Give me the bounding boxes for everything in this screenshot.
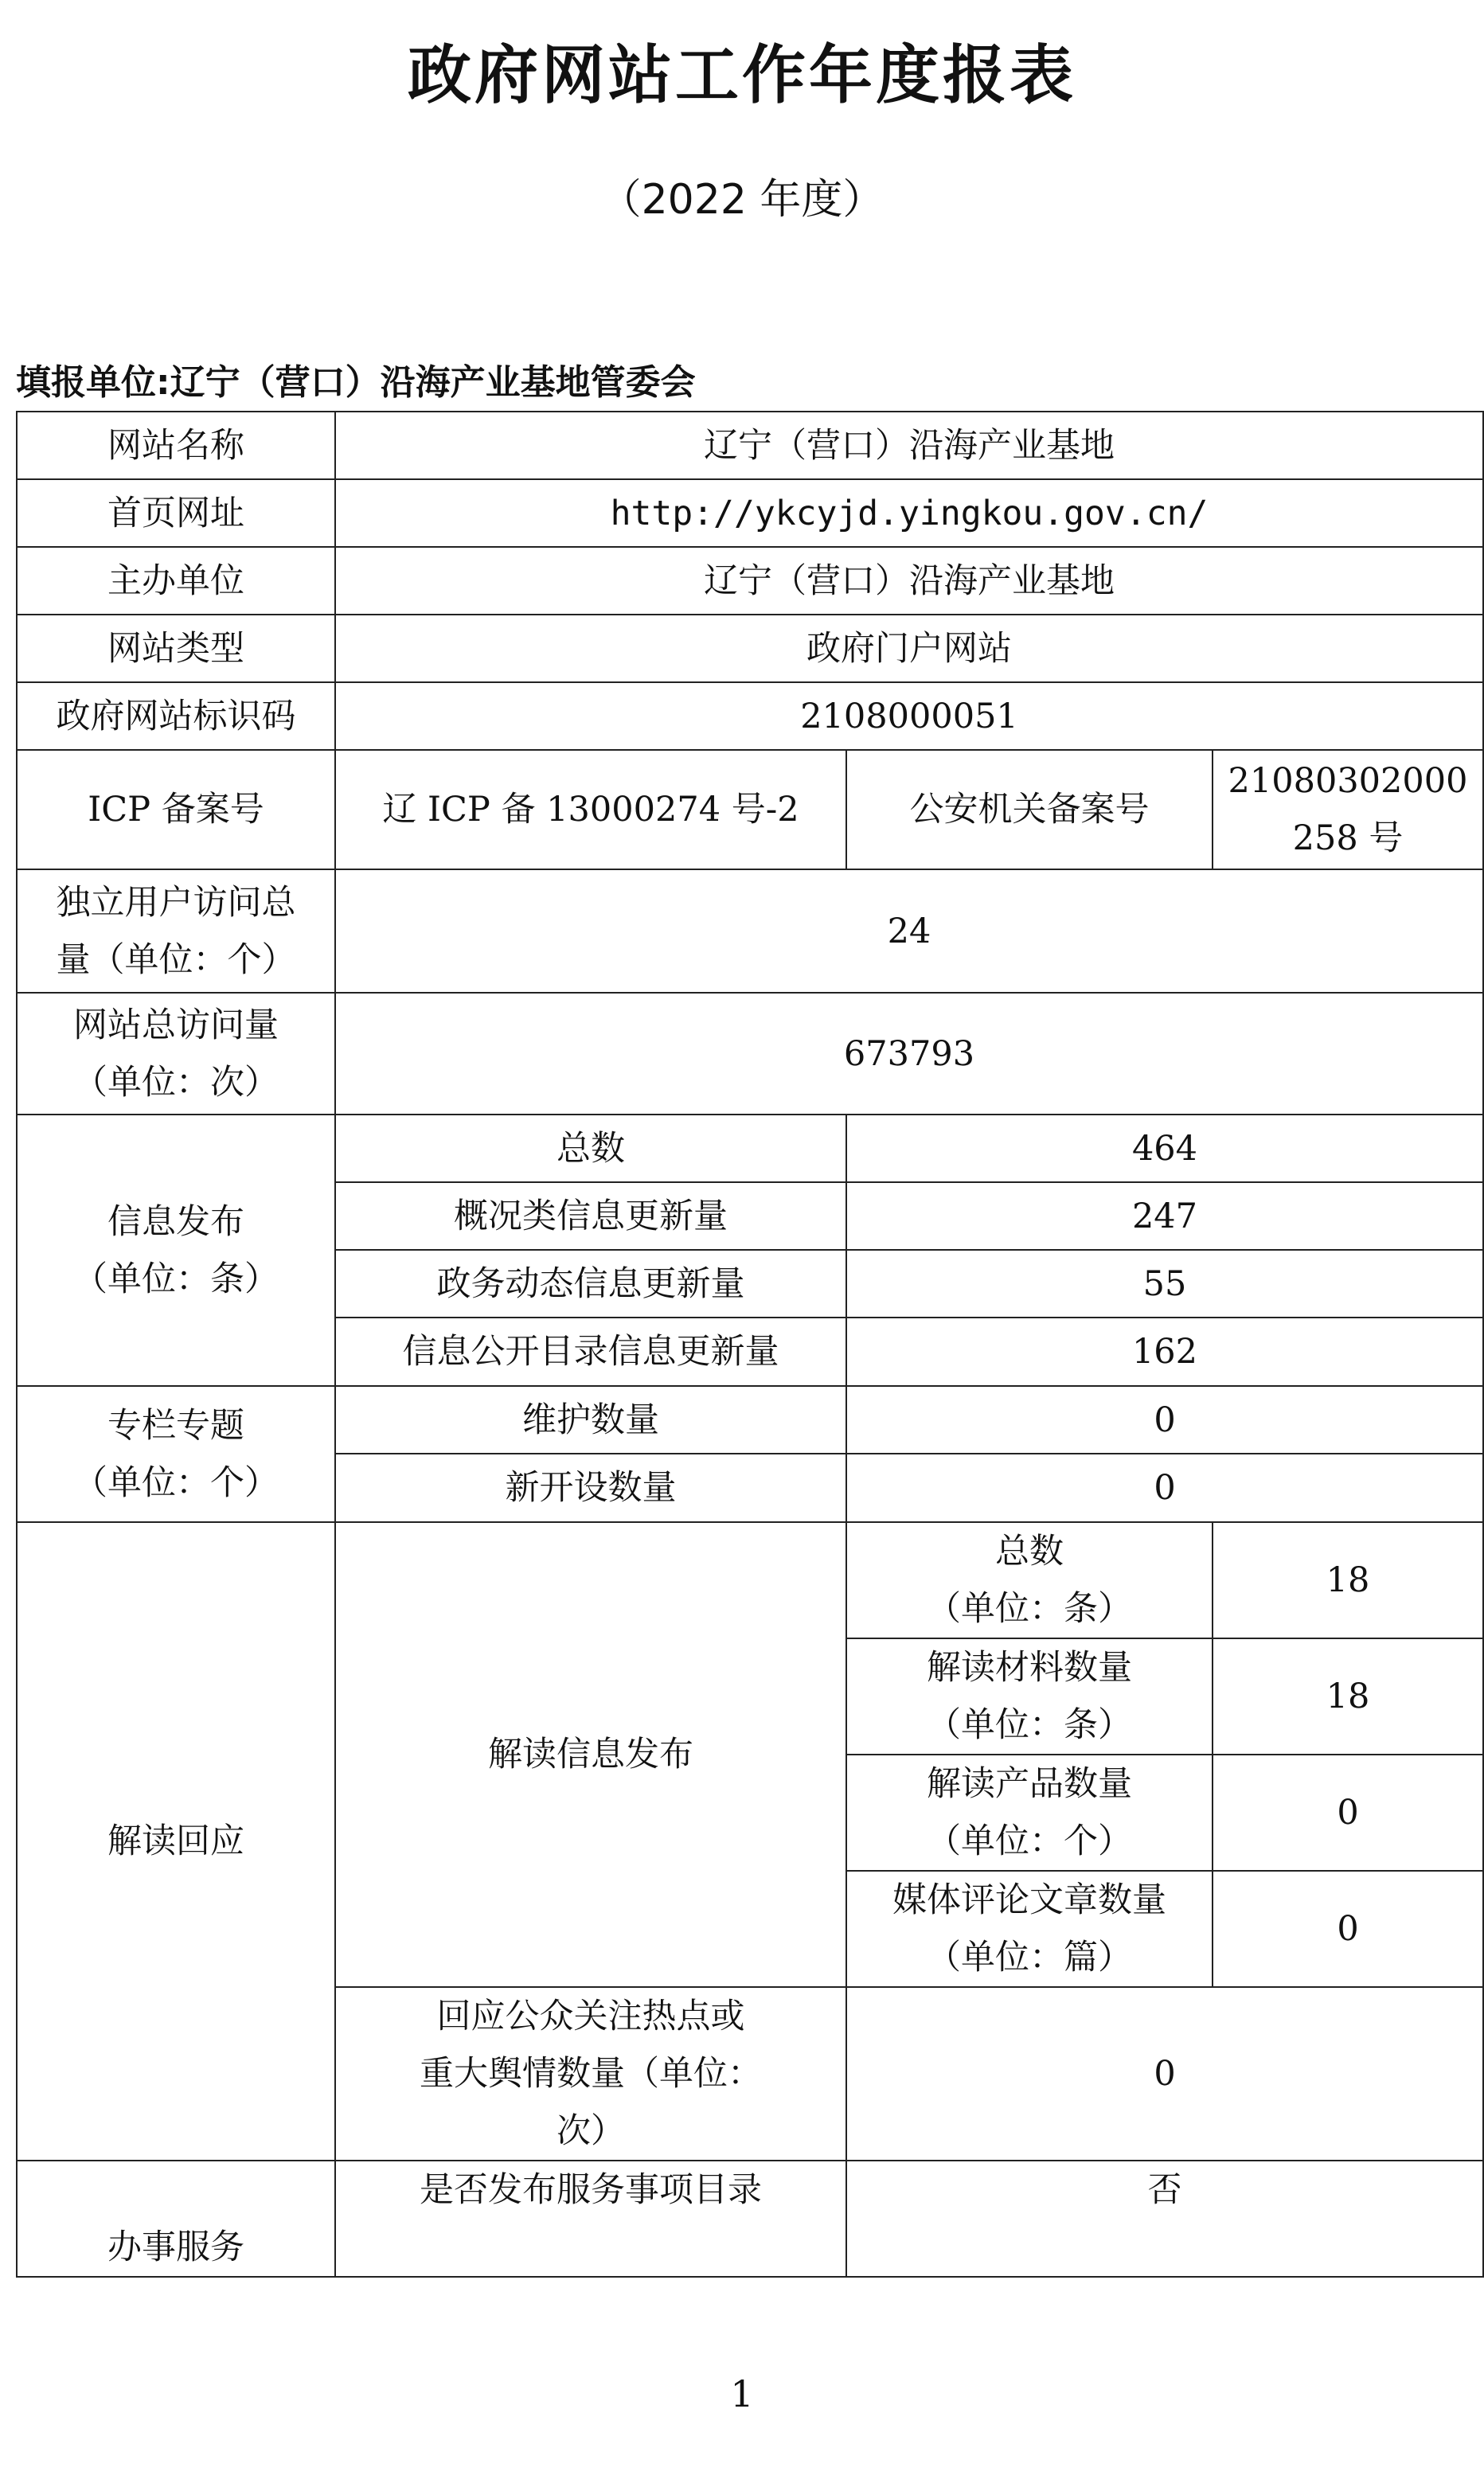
homepage-url: http://ykcyjd.yingkou.gov.cn/ — [335, 479, 1483, 547]
unique-visitors-label-line2: 量（单位：个） — [56, 939, 296, 980]
interp-materials-label-line2: （单位：条） — [927, 1705, 1132, 1745]
interp-products-value: 0 — [1213, 1755, 1483, 1871]
site-type-value: 政府门户网站 — [335, 615, 1483, 682]
sponsor-value: 辽宁（营口）沿海产业基地 — [335, 547, 1483, 615]
columns-label — [17, 1386, 335, 1522]
response-label-line2: 重大舆情数量（单位： — [420, 2054, 762, 2094]
table-row — [17, 869, 1483, 993]
info-disclosure-label: 信息公开目录信息更新量 — [335, 1318, 846, 1386]
table-row — [17, 479, 1483, 547]
interp-total-label — [846, 1522, 1213, 1638]
interp-materials-label-line1: 解读材料数量 — [927, 1648, 1132, 1688]
interp-total-value: 18 — [1213, 1522, 1483, 1638]
response-label — [335, 1987, 846, 2161]
info-release-label — [17, 1115, 335, 1386]
table-row — [17, 682, 1483, 750]
info-overview-value: 247 — [846, 1182, 1483, 1250]
site-name-value: 辽宁（营口）沿海产业基地 — [335, 412, 1483, 479]
table-row — [17, 412, 1483, 479]
sponsor-label: 主办单位 — [17, 547, 335, 615]
interp-products-label-line1: 解读产品数量 — [927, 1764, 1132, 1804]
page-title: 政府网站工作年度报表 — [408, 38, 1076, 112]
total-visits-value: 673793 — [335, 993, 1483, 1115]
police-record-label: 公安机关备案号 — [846, 750, 1213, 869]
columns-new-label: 新开设数量 — [335, 1454, 846, 1522]
site-code-value: 2108000051 — [335, 682, 1483, 750]
total-visits-label — [17, 993, 335, 1115]
columns-label-line1: 专栏专题 — [107, 1405, 244, 1446]
unique-visitors-label — [17, 869, 335, 993]
interp-total-label-line2: （单位：条） — [927, 1589, 1132, 1629]
services-label: 办事服务 — [17, 2161, 335, 2277]
response-label-line3: 次） — [556, 2111, 625, 2151]
table-row — [17, 1386, 1483, 1454]
info-overview-label: 概况类信息更新量 — [335, 1182, 846, 1250]
police-record-value-line2: 258 号 — [1292, 818, 1404, 858]
info-release-label-line1: 信息发布 — [107, 1201, 244, 1242]
columns-maintained-label: 维护数量 — [335, 1386, 846, 1454]
interp-materials-value: 18 — [1213, 1638, 1483, 1755]
homepage-label: 首页网址 — [17, 479, 335, 547]
columns-maintained-value: 0 — [846, 1386, 1483, 1454]
table-row — [17, 1115, 1483, 1182]
columns-new-value: 0 — [846, 1454, 1483, 1522]
interp-media-label — [846, 1871, 1213, 1987]
interp-total-label-line1: 总数 — [995, 1532, 1064, 1571]
services-catalog-value: 否 — [846, 2161, 1483, 2277]
table-row — [17, 547, 1483, 615]
info-total-label: 总数 — [335, 1115, 846, 1182]
columns-label-line2: （单位：个） — [73, 1462, 279, 1503]
report-table — [16, 411, 1484, 2278]
interp-media-label-line1: 媒体评论文章数量 — [892, 1880, 1166, 1920]
police-record-value — [1213, 750, 1483, 869]
interp-products-label-line2: （单位：个） — [927, 1821, 1132, 1861]
table-row — [17, 993, 1483, 1115]
info-news-value: 55 — [846, 1250, 1483, 1318]
table-row — [17, 1522, 1483, 1638]
interpretation-release-label: 解读信息发布 — [335, 1522, 846, 1987]
site-type-label: 网站类型 — [17, 615, 335, 682]
icp-label: ICP 备案号 — [17, 750, 335, 869]
interpretation-label: 解读回应 — [17, 1522, 335, 2161]
table-row — [17, 750, 1483, 869]
unique-visitors-value: 24 — [335, 869, 1483, 993]
interp-media-label-line2: （单位：篇） — [927, 1938, 1132, 1977]
site-code-label: 政府网站标识码 — [17, 682, 335, 750]
unique-visitors-label-line1: 独立用户访问总 — [56, 882, 296, 923]
site-name-label: 网站名称 — [17, 412, 335, 479]
response-value: 0 — [846, 1987, 1483, 2161]
services-catalog-label: 是否发布服务事项目录 — [335, 2161, 846, 2277]
interp-media-value: 0 — [1213, 1871, 1483, 1987]
info-news-label: 政务动态信息更新量 — [335, 1250, 846, 1318]
interp-products-label — [846, 1755, 1213, 1871]
response-label-line1: 回应公众关注热点或 — [436, 1997, 745, 2036]
total-visits-label-line1: 网站总访问量 — [73, 1005, 279, 1045]
icp-value: 辽 ICP 备 13000274 号-2 — [335, 750, 846, 869]
interp-materials-label — [846, 1638, 1213, 1755]
info-release-label-line2: （单位：条） — [73, 1259, 279, 1299]
total-visits-label-line2: （单位：次） — [73, 1062, 279, 1103]
reporting-unit: 填报单位:辽宁（营口）沿海产业基地管委会 — [16, 362, 696, 403]
info-total-value: 464 — [846, 1115, 1483, 1182]
table-row — [17, 615, 1483, 682]
police-record-value-line1: 21080302000 — [1228, 761, 1468, 801]
page-number: 1 — [730, 2372, 754, 2415]
report-year: （2022 年度） — [599, 176, 885, 224]
info-disclosure-value: 162 — [846, 1318, 1483, 1386]
table-row — [17, 2161, 1483, 2277]
